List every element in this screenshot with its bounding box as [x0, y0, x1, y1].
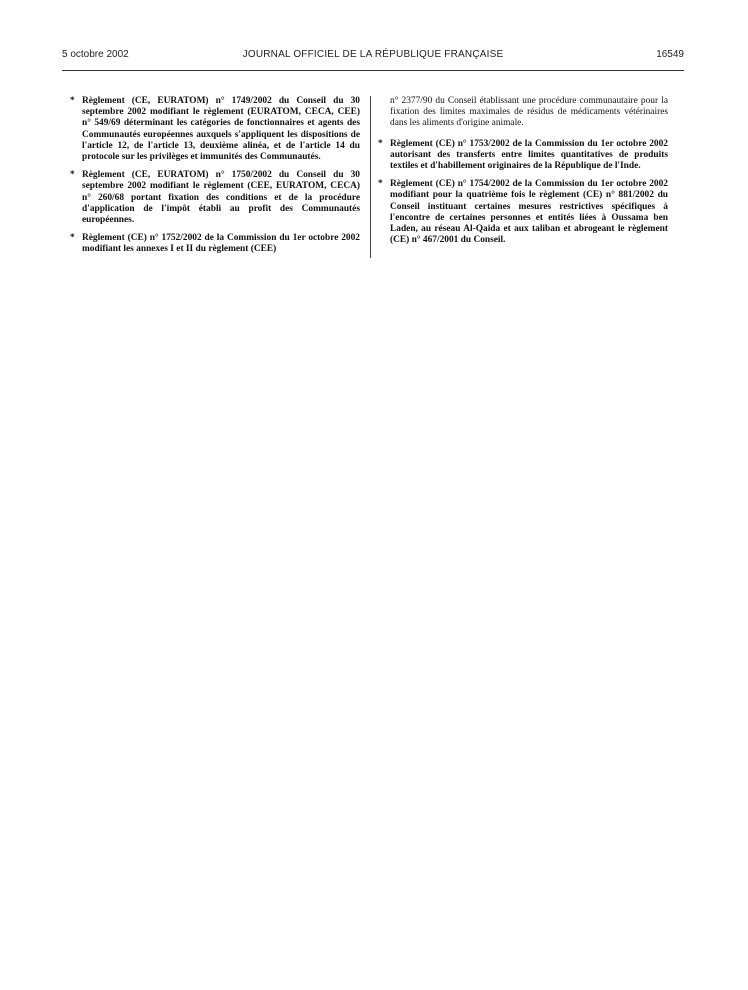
regulation-text: Règlement (CE) n° 1752/2002 de la Commission du 1er octobre 2002 modifiant les annexes I et II du règlement (CEE) [82, 233, 360, 255]
regulation-entry [378, 179, 668, 246]
star-marker: * [70, 233, 75, 244]
regulation-entry [70, 96, 360, 163]
star-marker: * [70, 170, 75, 181]
regulation-text: Règlement (CE) n° 1753/2002 de la Commission du 1er octobre 2002 autorisant des transferts entre limites quantitatives de produits textiles et d'habillement originaires de la République de l'Inde. [390, 138, 668, 172]
star-marker: * [378, 179, 383, 190]
regulation-entry [70, 170, 360, 226]
header-date: 5 octobre 2002 [62, 49, 129, 60]
page-number: 16549 [656, 49, 684, 60]
journal-title: JOURNAL OFFICIEL DE LA RÉPUBLIQUE FRANÇAISE [242, 49, 504, 60]
column-divider [370, 96, 371, 258]
star-marker: * [378, 138, 383, 149]
regulation-continuation: n° 2377/90 du Conseil établissant une procédure communautaire pour la fixation des limites maximales de résidus de médicaments vétérinaires dans les aliments d'origine animale. [390, 96, 668, 129]
regulation-text: Règlement (CE, EURATOM) n° 1750/2002 du Conseil du 30 septembre 2002 modifiant le règlement (CEE, EURATOM, CECA) n° 260/68 portant fixation des conditions et de la procédure d'application de l'impôt établi au profit des Communautés européennes. [82, 170, 360, 226]
regulation-text: Règlement (CE) n° 1754/2002 de la Commission du 1er octobre 2002 modifiant pour la quatrième fois le règlement (CE) n° 881/2002 du Conseil instituant certaines mesures restrictives spécifiques à l'encontre de certaines personnes et entités liées à Oussama ben Laden, au réseau Al-Qaida et aux taliban et abrogeant le règlement (CE) n° 467/2001 du Conseil. [390, 179, 668, 246]
regulation-text: Règlement (CE, EURATOM) n° 1749/2002 du Conseil du 30 septembre 2002 modifiant le règlement (EURATOM, CECA, CEE) n° 549/69 déterminant les catégories de fonctionnaires et agents des Communautés européennes auxquels s'appliquent les dispositions de l'article 12, de l'article 13, deuxième alinéa, et de l'article 14 du protocole sur les privilèges et immunités des Communautés. [82, 96, 360, 163]
header-rule [62, 70, 684, 71]
regulation-entry [70, 233, 360, 255]
page-header [62, 49, 684, 67]
star-marker: * [70, 96, 75, 106]
regulation-entry [378, 139, 668, 173]
left-column [70, 96, 360, 263]
right-column [378, 96, 668, 253]
